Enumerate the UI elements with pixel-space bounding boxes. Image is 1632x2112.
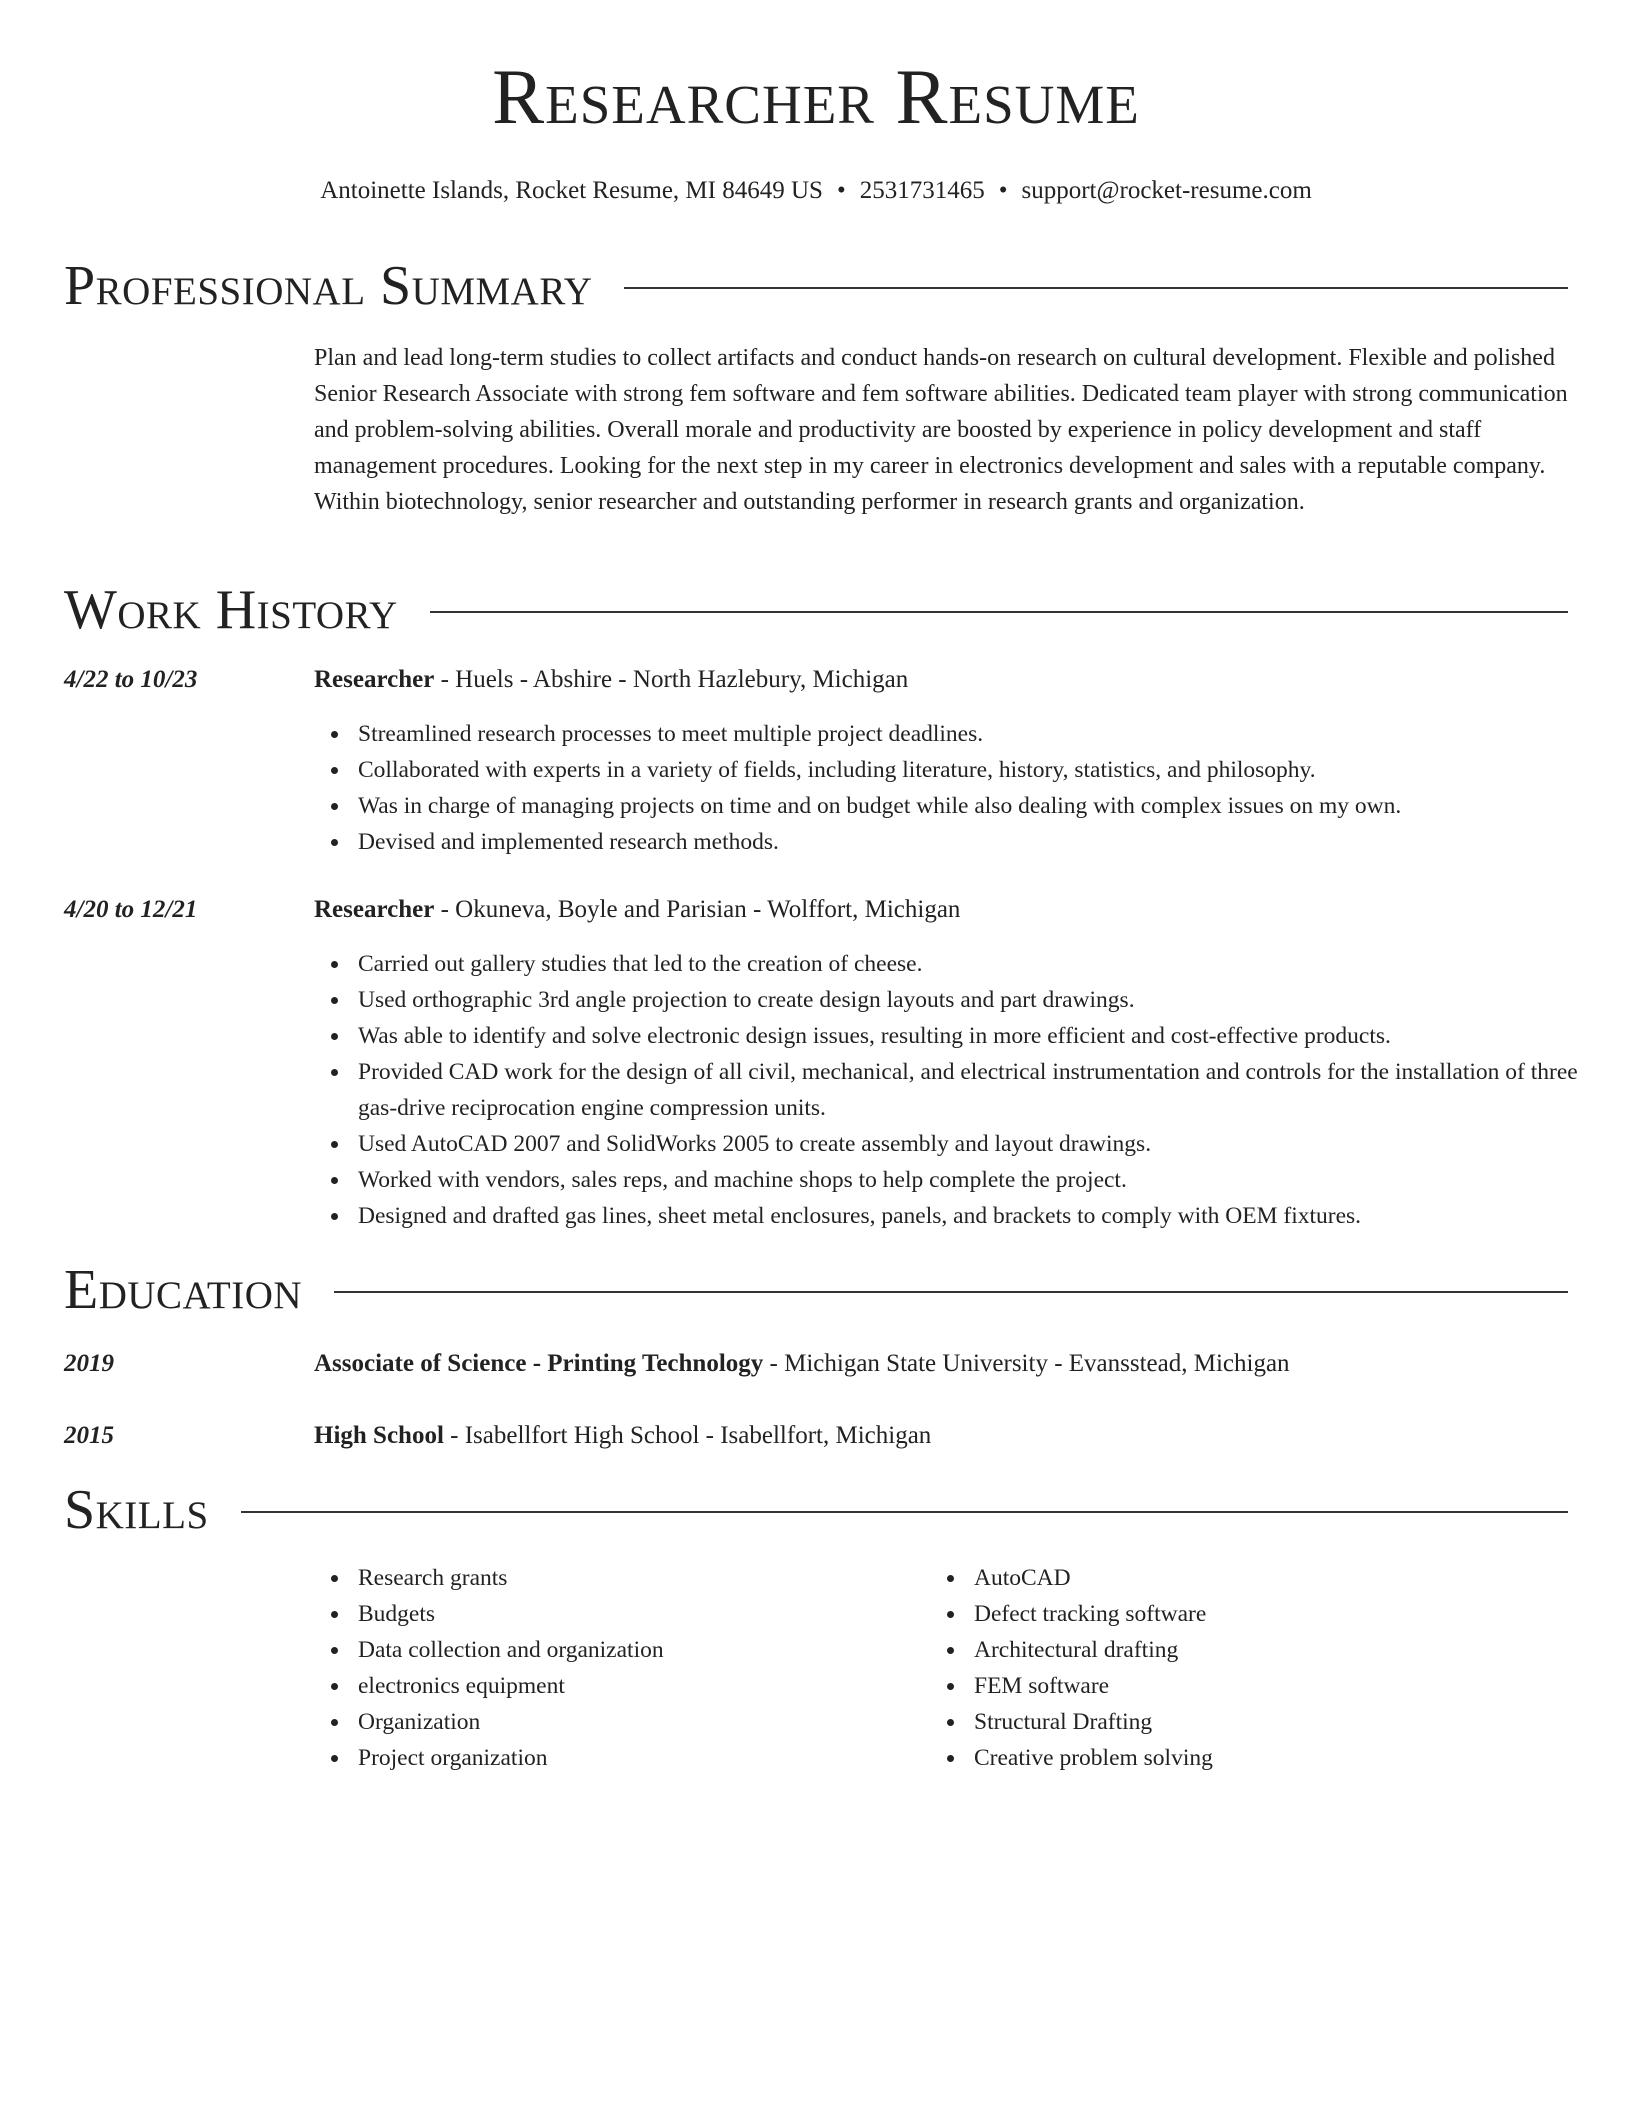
education-details: - Michigan State University - Evansstead, Michigan — [763, 1350, 1290, 1377]
list-item: Worked with vendors, sales reps, and machine shops to help complete the project. — [358, 1162, 1612, 1198]
skill-item: electronics equipment — [358, 1668, 918, 1704]
education-year: 2015 — [64, 1422, 114, 1449]
skill-item: Research grants — [358, 1560, 918, 1596]
education-section-header — [64, 1259, 1568, 1321]
skills-section-title: Skills — [64, 1479, 209, 1541]
skill-item: Architectural drafting — [974, 1632, 1534, 1668]
section-divider — [430, 611, 1568, 613]
skills-section-header — [64, 1479, 1568, 1541]
job-details: - Okuneva, Boyle and Parisian - Wolffort, Michigan — [434, 896, 961, 923]
section-divider — [334, 1291, 1568, 1293]
summary-section-header — [64, 255, 1568, 317]
section-divider — [624, 287, 1568, 289]
skill-item: Budgets — [358, 1596, 918, 1632]
list-item: Was in charge of managing projects on time and on budget while also dealing with complex issues on my own. — [358, 788, 1612, 824]
skill-item: Data collection and organization — [358, 1632, 918, 1668]
list-item: Carried out gallery studies that led to the creation of cheese. — [358, 946, 1612, 982]
contact-phone: 2531731465 — [859, 177, 985, 204]
job-title-line — [314, 662, 1568, 698]
list-item: Designed and drafted gas lines, sheet metal enclosures, panels, and brackets to comply with OEM fixtures. — [358, 1198, 1612, 1234]
job-dates: 4/22 to 10/23 — [64, 666, 198, 693]
skill-item: Organization — [358, 1704, 918, 1740]
list-item: Streamlined research processes to meet multiple project deadlines. — [358, 716, 1612, 752]
section-divider — [241, 1511, 1568, 1513]
list-item: Used AutoCAD 2007 and SolidWorks 2005 to create assembly and layout drawings. — [358, 1126, 1612, 1162]
job-role: Researcher — [314, 666, 435, 693]
contact-address: Antoinette Islands, Rocket Resume, MI 84649 US — [320, 177, 823, 204]
education-section-title: Education — [64, 1259, 303, 1321]
skill-item: FEM software — [974, 1668, 1534, 1704]
skills-list — [314, 1560, 918, 1776]
contact-separator: • — [836, 177, 846, 204]
job-title-line — [314, 892, 1568, 928]
education-year: 2019 — [64, 1350, 114, 1377]
list-item: Used orthographic 3rd angle projection to create design layouts and part drawings. — [358, 982, 1612, 1018]
skill-item: Project organization — [358, 1740, 918, 1776]
education-title-line — [314, 1418, 1568, 1454]
education-details: - Isabellfort High School - Isabellfort, Michigan — [443, 1422, 932, 1449]
skill-item: Structural Drafting — [974, 1704, 1534, 1740]
job-role: Researcher — [314, 896, 435, 923]
contact-separator: • — [998, 177, 1008, 204]
job-bullets — [314, 716, 1612, 860]
list-item: Provided CAD work for the design of all civil, mechanical, and electrical instrumentation and controls for the installation of three gas-drive reciprocation engine compression units. — [358, 1054, 1612, 1126]
skill-item: Defect tracking software — [974, 1596, 1534, 1632]
skill-item: Creative problem solving — [974, 1740, 1534, 1776]
job-bullets — [314, 946, 1612, 1234]
job-details: - Huels - Abshire - North Hazlebury, Michigan — [434, 666, 909, 693]
education-degree: Associate of Science - Printing Technology — [314, 1350, 764, 1377]
skill-item: AutoCAD — [974, 1560, 1534, 1596]
skills-list — [930, 1560, 1534, 1776]
list-item: Devised and implemented research methods. — [358, 824, 1612, 860]
work-section-header — [64, 579, 1568, 641]
contact-line — [64, 176, 1568, 206]
summary-section-title: Professional Summary — [64, 255, 593, 317]
list-item: Collaborated with experts in a variety of fields, including literature, history, statistics, and philosophy. — [358, 752, 1612, 788]
job-dates: 4/20 to 12/21 — [64, 896, 198, 923]
summary-text: Plan and lead long-term studies to collect artifacts and conduct hands-on research on cultural development. Flexible and polished Senior Research Associate with strong fem software and fem software abilities. Dedicated team player with strong communication and problem-solving abilities. Overall morale and productivity are boosted by experience in policy development and staff management procedures. Looking for the next step in my career in electronics development and sales with a reputable company. Within biotechnology, senior researcher and outstanding performer in research grants and organization. — [314, 345, 1568, 515]
work-section-title: Work History — [64, 579, 398, 641]
education-degree: High School — [314, 1422, 444, 1449]
contact-email: support@rocket-resume.com — [1021, 177, 1312, 204]
education-title-line — [314, 1346, 1568, 1382]
list-item: Was able to identify and solve electronic design issues, resulting in more efficient and cost-effective products. — [358, 1018, 1612, 1054]
resume-name: Researcher Resume — [492, 53, 1140, 140]
